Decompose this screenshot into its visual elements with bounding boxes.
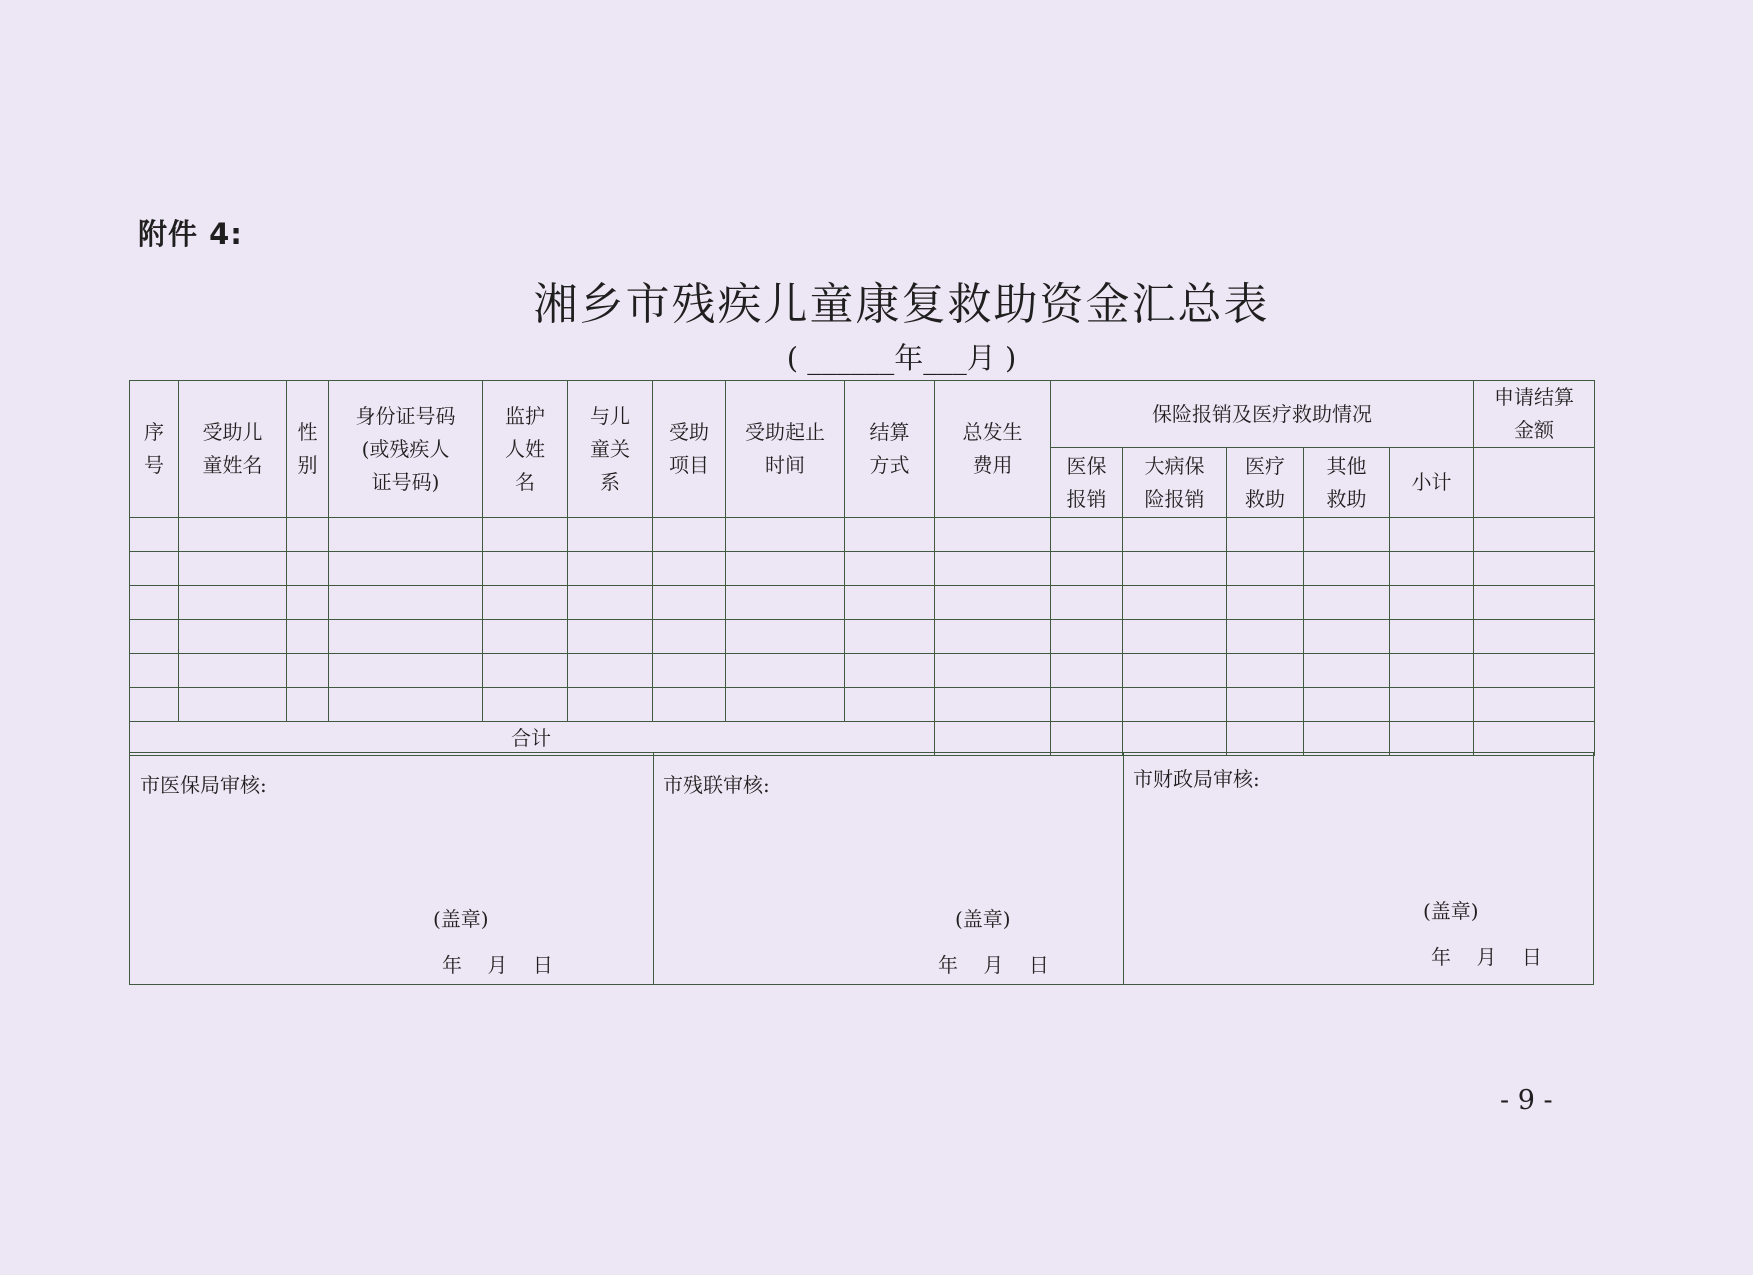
table-cell [329, 552, 483, 586]
table-cell [483, 518, 568, 552]
review-title: 市医保局审核: [140, 773, 267, 797]
table-cell [845, 586, 935, 620]
table-cell [483, 586, 568, 620]
table-cell [329, 586, 483, 620]
table-cell [1390, 518, 1474, 552]
table-cell [1227, 620, 1304, 654]
table-cell [568, 620, 653, 654]
table-cell [1227, 552, 1304, 586]
table-cell [1474, 552, 1595, 586]
table-cell [179, 654, 287, 688]
table-cell [726, 688, 845, 722]
table-cell [483, 552, 568, 586]
table-row [130, 654, 1595, 688]
header-gender: 性 别 [287, 381, 329, 518]
table-cell [483, 654, 568, 688]
table-cell [653, 552, 726, 586]
table-cell [1304, 688, 1390, 722]
page-title: 湘乡市残疾儿童康复救助资金汇总表 [533, 279, 1270, 330]
header-id-number: 身份证号码 (或残疾人 证号码) [329, 381, 483, 518]
table-cell [179, 586, 287, 620]
header-critical-illness: 大病保 险报销 [1123, 448, 1227, 518]
table-cell [1051, 518, 1123, 552]
table-cell [1051, 552, 1123, 586]
table-cell [653, 620, 726, 654]
seal-label: (盖章) [1423, 899, 1479, 923]
table-cell [130, 552, 179, 586]
table-cell [1474, 586, 1595, 620]
table-cell [935, 620, 1051, 654]
table-cell [1390, 688, 1474, 722]
table-cell [1227, 518, 1304, 552]
table-cell [845, 518, 935, 552]
table-cell [726, 586, 845, 620]
table-cell [935, 552, 1051, 586]
table-cell [1123, 518, 1227, 552]
period-line: ( ______年___月 ) [786, 341, 1017, 375]
table-cell [653, 586, 726, 620]
table-cell [1390, 586, 1474, 620]
date-line: 年 月 日 [442, 953, 553, 977]
header-settlement-amount: 申请结算 金额 [1474, 381, 1595, 448]
header-settlement-method: 结算 方式 [845, 381, 935, 518]
table-cell [1123, 688, 1227, 722]
table-cell [130, 586, 179, 620]
table-cell [1474, 722, 1595, 756]
table-cell [726, 654, 845, 688]
table-cell [287, 620, 329, 654]
table-cell [568, 586, 653, 620]
table-cell [935, 688, 1051, 722]
table-cell [179, 518, 287, 552]
table-cell [726, 518, 845, 552]
table-cell [287, 688, 329, 722]
header-aid-period: 受助起止 时间 [726, 381, 845, 518]
header-medical-aid: 医疗 救助 [1227, 448, 1304, 518]
header-guardian-name: 监护 人姓 名 [483, 381, 568, 518]
header-subtotal: 小计 [1390, 448, 1474, 518]
table-row [130, 620, 1595, 654]
header-seq: 序 号 [130, 381, 179, 518]
table-cell [1390, 654, 1474, 688]
table-cell [329, 518, 483, 552]
table-cell [329, 654, 483, 688]
total-label: 合计 [130, 722, 935, 756]
table-cell [130, 688, 179, 722]
table-cell [1051, 620, 1123, 654]
table-cell [1051, 722, 1123, 756]
table-cell [653, 688, 726, 722]
table-cell [1474, 620, 1595, 654]
table-cell [483, 688, 568, 722]
table-cell [845, 654, 935, 688]
review-box-finance-bureau [1123, 752, 1594, 985]
table-cell [1123, 620, 1227, 654]
table-cell [1123, 586, 1227, 620]
table-cell [1390, 552, 1474, 586]
table-cell [1227, 654, 1304, 688]
table-cell [1227, 722, 1304, 756]
table-cell [935, 586, 1051, 620]
table-cell [1304, 552, 1390, 586]
table-cell [1051, 688, 1123, 722]
header-row-1 [130, 381, 1595, 448]
table-cell [845, 552, 935, 586]
table-cell [1304, 654, 1390, 688]
review-box-disabled-federation [653, 752, 1124, 985]
table-cell [1474, 688, 1595, 722]
table-cell [287, 518, 329, 552]
header-other-aid: 其他 救助 [1304, 448, 1390, 518]
table-cell [568, 518, 653, 552]
table-cell [845, 688, 935, 722]
table-cell [1390, 722, 1474, 756]
table-cell [329, 620, 483, 654]
seal-label: (盖章) [955, 907, 1011, 931]
table-cell [653, 654, 726, 688]
header-medical-insurance: 医保 报销 [1051, 448, 1123, 518]
table-cell [130, 518, 179, 552]
review-box-medical-insurance [129, 752, 654, 985]
header-aid-item: 受助 项目 [653, 381, 726, 518]
table-cell [1304, 620, 1390, 654]
table-cell [1123, 722, 1227, 756]
table-cell [726, 552, 845, 586]
table-cell [1304, 586, 1390, 620]
table-cell [568, 688, 653, 722]
table-cell [653, 518, 726, 552]
table-cell [287, 586, 329, 620]
table-row [130, 552, 1595, 586]
table-cell [179, 552, 287, 586]
table-cell [483, 620, 568, 654]
header-child-name: 受助儿 童姓名 [179, 381, 287, 518]
table-cell [1474, 518, 1595, 552]
review-title: 市财政局审核: [1133, 767, 1260, 791]
page-number: - 9 - [1500, 1085, 1553, 1116]
table-cell [329, 688, 483, 722]
header-relation: 与儿 童关 系 [568, 381, 653, 518]
table-cell [845, 620, 935, 654]
table-cell [179, 688, 287, 722]
table-row [130, 688, 1595, 722]
table-cell [1051, 654, 1123, 688]
total-row [130, 722, 1595, 756]
table-cell [1123, 654, 1227, 688]
table-row [130, 518, 1595, 552]
summary-table [129, 380, 1595, 756]
date-line: 年 月 日 [938, 953, 1049, 977]
table-cell [935, 722, 1051, 756]
seal-label: (盖章) [433, 907, 489, 931]
table-cell [1227, 688, 1304, 722]
table-cell [568, 552, 653, 586]
table-row [130, 586, 1595, 620]
table-cell [1051, 586, 1123, 620]
header-settlement-amount-blank [1474, 448, 1595, 518]
table-cell [1390, 620, 1474, 654]
annex-label: 附件 4: [138, 217, 243, 251]
table-cell [1304, 722, 1390, 756]
table-cell [1474, 654, 1595, 688]
table-cell [130, 654, 179, 688]
table-cell [287, 552, 329, 586]
table-cell [1227, 586, 1304, 620]
table-cell [568, 654, 653, 688]
table-cell [726, 620, 845, 654]
date-line: 年 月 日 [1431, 945, 1542, 969]
table-cell [1304, 518, 1390, 552]
table-cell [287, 654, 329, 688]
table-cell [1123, 552, 1227, 586]
table-cell [130, 620, 179, 654]
header-insurance-group: 保险报销及医疗救助情况 [1051, 381, 1474, 448]
table-cell [935, 518, 1051, 552]
review-title: 市残联审核: [663, 773, 770, 797]
table-cell [179, 620, 287, 654]
table-cell [935, 654, 1051, 688]
header-total-cost: 总发生 费用 [935, 381, 1051, 518]
